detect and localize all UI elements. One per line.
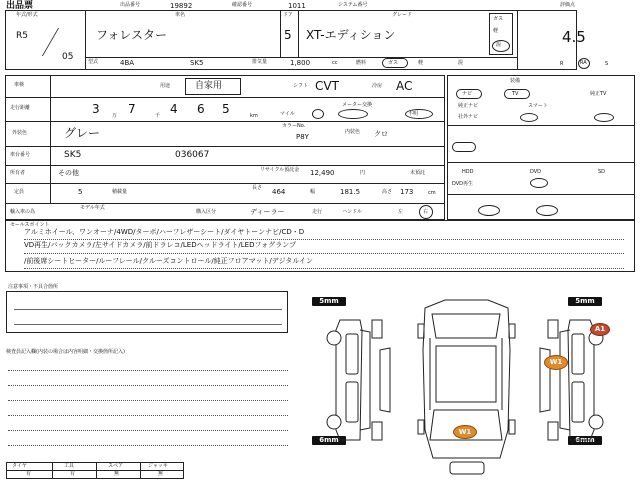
listing-no-label: 出品番号 [120, 2, 141, 8]
fuel-opt-a: ガス [388, 60, 399, 66]
mileage-unit-sen: 千 [155, 113, 161, 119]
fuel-opt-c: 混 [458, 60, 464, 66]
year-label: 年式/形式 [16, 12, 38, 18]
purchase-label: 購入区分 [196, 209, 217, 215]
tire-tag-rear-right: 6mm [568, 436, 602, 445]
import-label: 輸入車の為 [10, 209, 36, 215]
equip-dvd: DVD [530, 169, 542, 175]
handle-left: 左 [398, 209, 404, 215]
seat-label: 定員 [14, 189, 25, 195]
month: 05 [62, 52, 74, 62]
seats: 5 [78, 188, 83, 196]
footer-h-jack: ジャッキ [148, 463, 168, 469]
score-opt-r: R [560, 61, 564, 67]
drive-label: 走行 [312, 209, 323, 215]
width-label: 幅 [310, 189, 316, 195]
footer-v-tool: 有 [70, 471, 76, 477]
ac: AC [396, 79, 413, 93]
notes-label: 注意事項・不具合箇所 [8, 284, 59, 290]
displacement-unit: cc [332, 60, 338, 66]
interior-label: 内装色 [345, 129, 361, 135]
equip-aftermarket-nav: 社外ナビ [458, 114, 479, 120]
cargo-label: 積載量 [112, 189, 128, 195]
length-label: 長さ [252, 185, 263, 191]
fuel-opt-2: 軽 [493, 28, 499, 34]
frame-prefix: SK5 [64, 150, 82, 160]
tire-tag-front-right: 5mm [568, 297, 602, 306]
footer-h-tool: 工具 [64, 463, 75, 469]
equip-sd: SD [598, 169, 606, 175]
chassis-label: 車検 [14, 82, 25, 88]
mileage-d4: 6 [197, 102, 205, 116]
interior: クロ [374, 130, 388, 138]
inspector-label: 検査員記入欄(内装の場合は内容明細・交換箇所記入) [6, 349, 125, 355]
equip-hdd: HDD [462, 169, 474, 175]
recycle-label: リサイクル預託金 [260, 167, 300, 173]
fuel-opt-b: 軽 [418, 60, 424, 66]
model-code: SK5 [190, 59, 204, 67]
import-year-label: モデル年式 [80, 205, 105, 211]
fuel-opt-3: 混 [496, 42, 502, 48]
mileage-opt-1: マイル [280, 111, 295, 117]
lot-label: 確認番号 [232, 2, 253, 8]
era-year: R5 [16, 31, 28, 41]
width: 181.5 [340, 188, 361, 196]
car-diagram [300, 290, 630, 478]
mileage-opt-3: 不明 [408, 111, 419, 117]
score-opt-s: S [605, 61, 609, 67]
tire-tag-front-left: 5mm [312, 297, 346, 306]
height: 173 [400, 188, 414, 196]
equip-nav: ナビ [462, 91, 473, 97]
car-name-label: 車名 [175, 12, 186, 18]
owner-label: 所有者 [10, 170, 26, 176]
handle-label: ハンドル [342, 209, 363, 215]
mileage-unit-km: km [250, 113, 258, 119]
purchase: ディーラー [250, 208, 285, 216]
frame-label: 車台番号 [10, 152, 31, 158]
sales-line-1: アルミホイール、ワンオーナ/4WD/ターボ/ハーフレザーシート/ダイヤトーンナビ/CD・D [24, 228, 305, 236]
key-value: スマート [528, 103, 548, 109]
model: 4BA [120, 59, 135, 67]
model-label: 型式 [88, 59, 99, 65]
shift-label: シフト [293, 83, 309, 89]
doors-label: ドア [283, 12, 293, 18]
grade-label: グレード [392, 12, 413, 18]
doors: 5 [284, 28, 292, 42]
footer-h-spare: スペア [108, 463, 124, 469]
tire-tag-rear-left: 6mm [312, 436, 346, 445]
equip-genuine-nav: 純正ナビ [458, 103, 479, 109]
damage-mark-w1-rear: W1 [453, 425, 477, 439]
mileage-d5: 5 [222, 102, 230, 116]
mileage-opt-2: メーター交換 [342, 102, 373, 108]
mileage-unit-man: 万 [112, 113, 118, 119]
displacement-label: 排気量 [252, 59, 268, 65]
color-no-label: カラーNo. [282, 123, 306, 129]
recycle-amount: 12,490 [310, 169, 335, 177]
listing-no: 19892 [170, 2, 193, 10]
dim-unit: cm [428, 190, 436, 196]
footer-v-tire: 有 [26, 471, 32, 477]
usage: 自家用 [195, 81, 223, 91]
mileage-d3: 4 [170, 102, 178, 116]
car-name: フォレスター [96, 28, 168, 42]
grade: XT-エディション [306, 28, 396, 42]
score-label: 評価点 [560, 2, 576, 8]
displacement: 1,800 [290, 59, 311, 67]
fuel-opt-1: ガス [493, 16, 504, 22]
sales-line-3: /前後席シートヒーター/ルーフレール/クルーズコントロール/純正フロアマット/デジタルイン [24, 257, 313, 265]
equip-tv: TV [512, 91, 519, 97]
color: グレー [64, 126, 101, 140]
color-no: P8Y [296, 133, 309, 141]
mileage-d2: 7 [128, 102, 136, 116]
equip-genuine-tv: 純正TV [590, 91, 607, 97]
handle-right: 右 [423, 209, 429, 215]
recycle-extra: 未預託 [410, 170, 426, 176]
owner: その他 [58, 169, 79, 177]
mileage-d1: 3 [92, 102, 100, 116]
sales-line-2: VD再生/バックカメラ/左サイドカメラ/前ドラレコ/LEDヘッドライト/LEDフォグランプ [24, 241, 297, 249]
notes-box [6, 291, 288, 333]
footer-v-jack: 無 [158, 471, 164, 477]
height-label: 高さ [382, 189, 393, 195]
system-label: システム番号 [338, 2, 368, 8]
sales-points-label: セールスポイント [10, 222, 50, 228]
sheet-title: 出品票 [6, 1, 34, 11]
color-label: 外装色 [12, 130, 28, 136]
lot-no: 1011 [288, 2, 306, 10]
equipment-title: 装備 [510, 78, 521, 84]
frame-no: 036067 [175, 150, 210, 160]
ac-label: 冷房 [372, 83, 383, 89]
footer-v-spare: 無 [114, 471, 120, 477]
fuel-label: 燃料 [356, 60, 367, 66]
damage-mark-w1-right: W1 [544, 355, 568, 370]
length: 464 [272, 188, 286, 196]
mileage-label: 走行距離 [10, 105, 31, 111]
score-opt-ra: RA [580, 60, 587, 66]
equip-dvd-play: DVD再生 [452, 181, 474, 187]
shift: CVT [315, 79, 339, 93]
usage-label: 用途 [160, 83, 171, 89]
footer-h-tire: タイヤ [12, 463, 27, 469]
score: 4.5 [562, 28, 586, 46]
recycle-unit: 円 [360, 170, 366, 176]
damage-mark-a1: A1 [590, 323, 610, 336]
